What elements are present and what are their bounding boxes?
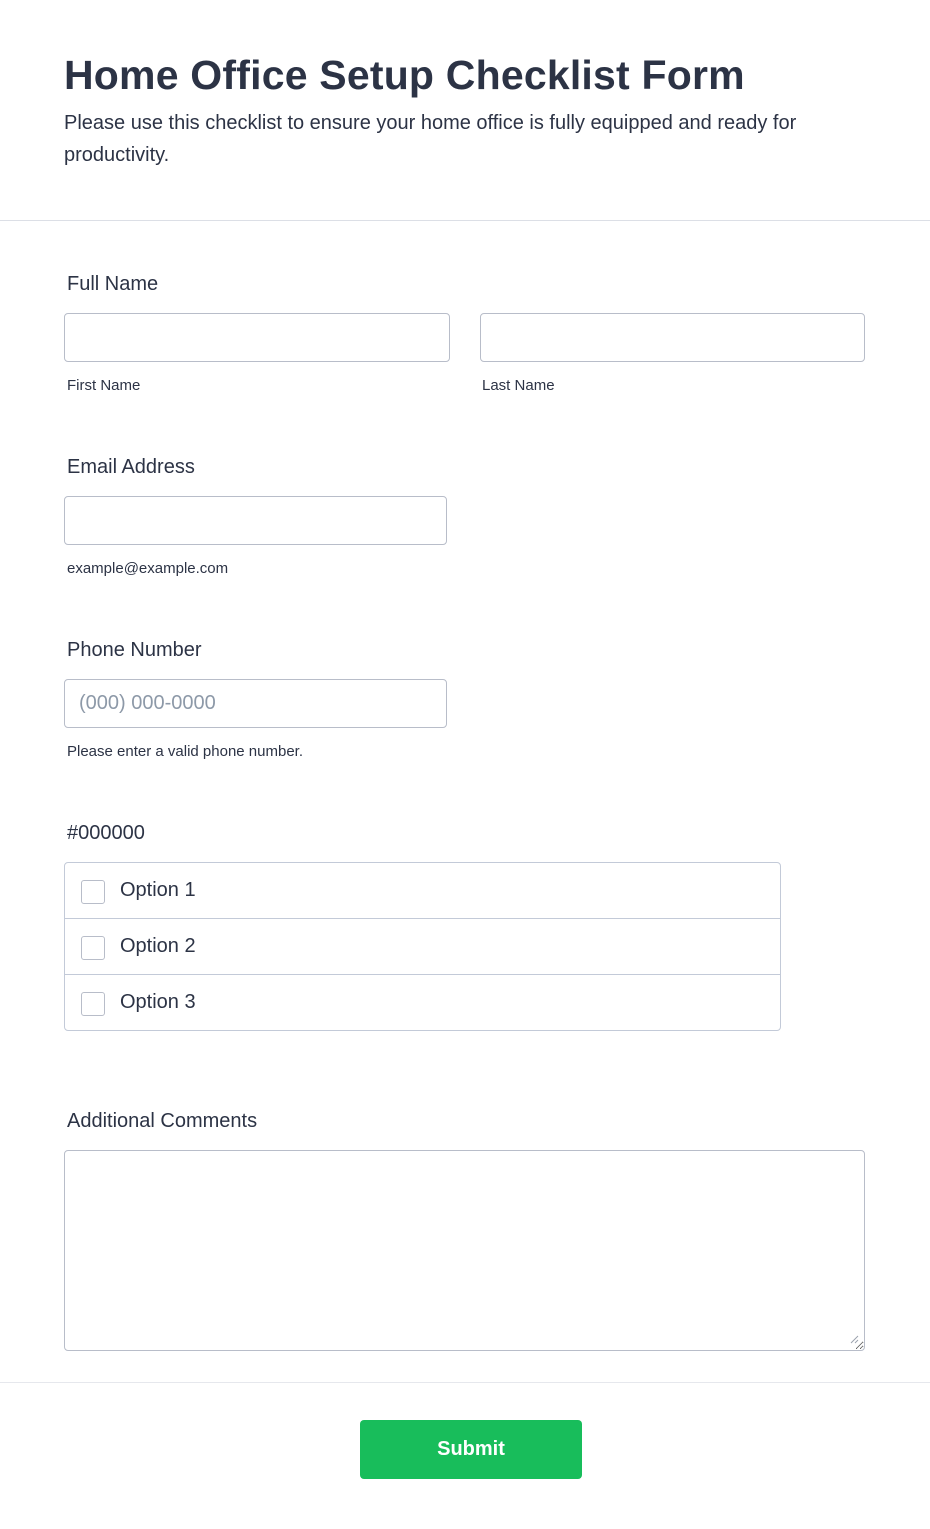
first-name-sublabel: First Name xyxy=(67,377,141,394)
comments-label: Additional Comments xyxy=(67,1110,258,1132)
comments-textarea[interactable] xyxy=(64,1150,865,1351)
form-header xyxy=(0,0,930,221)
checklist-option-label[interactable]: Option 3 xyxy=(120,991,196,1013)
last-name-input[interactable] xyxy=(480,313,865,362)
checklist-option-label[interactable]: Option 1 xyxy=(120,879,196,901)
submit-button[interactable]: Submit xyxy=(360,1420,582,1479)
footer-divider xyxy=(0,1382,930,1383)
checkbox[interactable] xyxy=(81,880,105,904)
page-subtitle: Please use this checklist to ensure your home office is fully equipped and ready for productivity. xyxy=(64,112,797,166)
checklist-group xyxy=(64,862,781,1031)
checkbox[interactable] xyxy=(81,936,105,960)
last-name-sublabel: Last Name xyxy=(482,377,555,394)
email-sublabel: example@example.com xyxy=(67,560,229,577)
email-input[interactable] xyxy=(64,496,447,545)
checklist-option-label[interactable]: Option 2 xyxy=(120,935,196,957)
checkbox[interactable] xyxy=(81,992,105,1016)
email-label: Email Address xyxy=(67,456,195,478)
phone-input[interactable] xyxy=(64,679,447,728)
resize-handle-icon[interactable] xyxy=(849,1334,859,1344)
checklist-option[interactable] xyxy=(65,863,780,919)
phone-sublabel: Please enter a valid phone number. xyxy=(67,743,303,760)
first-name-input[interactable] xyxy=(64,313,450,362)
full-name-label: Full Name xyxy=(67,273,159,295)
phone-label: Phone Number xyxy=(67,639,202,661)
checklist-option[interactable] xyxy=(65,919,780,975)
checklist-label: #000000 xyxy=(67,822,145,844)
page-title: Home Office Setup Checklist Form xyxy=(64,52,745,98)
checklist-option[interactable] xyxy=(65,975,780,1031)
